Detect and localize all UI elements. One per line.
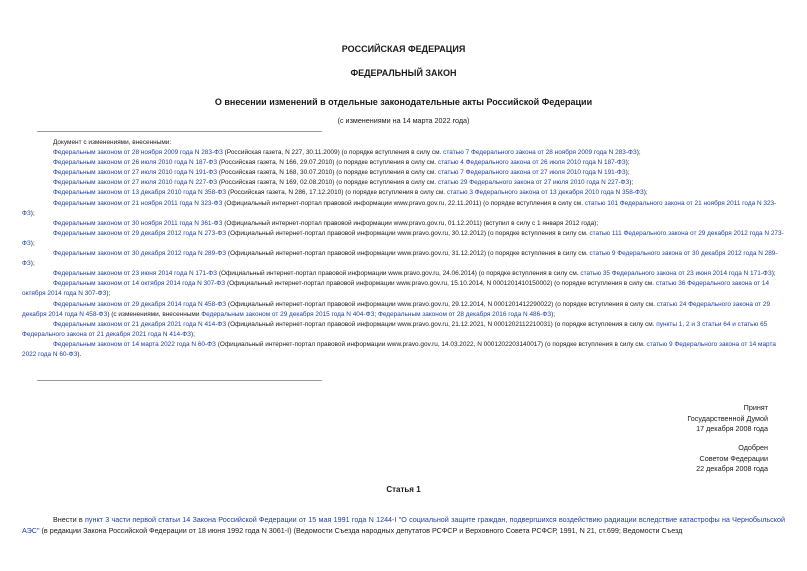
amending-law-link[interactable]: Федеральным законом от 21 ноября 2011 года N 323-ФЗ [53,199,223,207]
entry-tail: ); [636,149,641,157]
approval-date: 22 декабря 2008 года [696,464,768,474]
publication-note: (Официальный интернет-портал правовой информации www.pravo.gov.ru, 14.03.2022, N 0001202203140017) (о порядке вступления в силу см. [215,340,647,348]
amendment-entry [22,188,785,198]
publication-note: (Официальный интернет-портал правовой информации www.pravo.gov.ru, 30.12.2012) (о порядке вступления в силу см. [226,229,590,237]
amending-law-link[interactable]: Федеральным законом от 30 ноября 2011 года N 361-ФЗ [53,219,223,227]
entry-tail: ); [629,179,634,187]
amending-law-link[interactable]: Федеральным законом от 14 октября 2014 года N 307-ФЗ [53,280,226,288]
entry-into-force-link[interactable]: статью 7 Федерального закона от 27 июля 2010 года N 191-ФЗ [437,169,626,177]
amendment-entry [22,300,785,320]
amending-law-link[interactable]: Федеральным законом от 23 июня 2014 года N 171-ФЗ [53,270,218,278]
adoption-block [687,403,768,435]
publication-note: (Российская газета, N 168, 30.07.2010) (о порядке вступления в силу см. [217,169,438,177]
amendment-entry [22,178,785,188]
entry-into-force-link[interactable]: статью 4 Федерального закона от 26 июля 2010 года N 187-ФЗ [437,159,626,167]
amendment-entry [22,229,785,249]
adoption-date: 17 декабря 2008 года [696,424,768,434]
amendment-entry [22,148,785,158]
amendment-entry [22,279,785,299]
entry-tail: ); [551,310,556,318]
amending-law-link[interactable]: Федеральным законом от 28 декабря 2016 года N 486-ФЗ [377,310,552,318]
article-heading: Статья 1 [386,485,421,494]
publication-note: (Российская газета, N 169, 02.08.2010) (о порядке вступления в силу см. [217,179,438,187]
publication-note: (Официальный интернет-портал правовой информации www.pravo.gov.ru, 22.11.2011) (о порядке вступления в силу см. [222,199,585,207]
amending-law-link[interactable]: Федеральным законом от 29 декабря 2014 года N 458-ФЗ [53,300,227,308]
law-type-heading: ФЕДЕРАЛЬНЫЙ ЗАКОН [350,68,457,78]
entry-into-force-link[interactable]: пункты 1, 2 и 3 статьи 64 и статью 65 Федерального закона от 21 декабря 2021 года N 414-ФЗ [22,320,768,338]
amendment-entry [22,269,785,279]
publication-note: (Официальный интернет-портал правовой информации www.pravo.gov.ru, 01.12.2011) (вступил в силу с 1 января 2012 года); [222,219,599,227]
paragraph-start: Внести в [53,515,85,524]
entry-tail: ); [771,270,776,278]
entry-tail: ); [191,330,195,338]
entry-tail: ). [77,350,82,358]
article-body [22,514,785,536]
entry-into-force-link[interactable]: статью 35 Федерального закона от 23 июня 2014 года N 171-ФЗ [580,270,772,278]
entry-into-force-link[interactable]: статью 3 Федерального закона от 13 декабря 2010 года N 358-ФЗ [446,189,644,197]
referenced-law-link[interactable]: пункт 3 части первой статьи 14 Закона Российской Федерации от 15 мая 1991 года N 1244-I "О социальной защите граждан, подвергшихся воздействию радиации вследствие катастрофы на Чернобыльской АЭС" [22,515,785,535]
bottom-divider [37,380,322,381]
top-divider [37,131,322,132]
entry-tail: ); [30,260,35,268]
publication-note: (Официальный интернет-портал правовой информации www.pravo.gov.ru, 15.10.2014, N 0001201410150002) (о порядке вступления в силу см. [225,280,656,288]
federation-heading: РОССИЙСКАЯ ФЕДЕРАЦИЯ [341,44,466,54]
amending-law-link[interactable]: Федеральным законом от 29 декабря 2012 года N 273-ФЗ [53,229,227,237]
publication-note: (Российская газета, N 166, 29.07.2010) (о порядке вступления в силу см. [217,159,438,167]
entry-tail: ); [30,209,35,217]
entry-tail: ); [625,169,630,177]
entry-into-force-link[interactable]: статью 24 Федерального закона от 29 декабря 2014 года N 458-ФЗ [22,300,771,318]
publication-note: (Официальный интернет-портал правовой информации www.pravo.gov.ru, 24.06.2014) (о порядке вступления в силу см. [217,270,581,278]
revision-status: (с изменениями на 14 марта 2022 года) [337,116,470,125]
separator: ; [374,310,378,318]
publication-note: (Официальный интернет-портал правовой информации www.pravo.gov.ru, 31.12.2012) (о порядке вступления в силу см. [226,250,590,258]
amending-law-link[interactable]: Федеральным законом от 30 декабря 2012 года N 289-ФЗ [53,250,227,258]
amending-law-link[interactable]: Федеральным законом от 21 декабря 2021 года N 414-ФЗ [53,320,227,328]
amending-law-link[interactable]: Федеральным законом от 13 декабря 2010 года N 358-ФЗ [53,189,227,197]
article-paragraph [22,514,785,536]
entry-tail: ); [643,189,648,197]
approval-line: Одобрен [738,443,768,452]
paragraph-continuation: (в редакции Закона Российской Федерации от 18 июня 1992 года N 3061-I) (Ведомости Съезда народных депутатов РСФСР и Верховного Совета РСФСР, 1991, N 21, ст.699; Ведомости Съезд [39,526,683,535]
entry-tail: ) (с изменениями, внесенными [107,310,202,318]
entry-tail: ); [625,159,630,167]
approval-block [696,443,768,475]
law-title: О внесении изменений в отдельные законодательные акты Российской Федерации [214,97,593,107]
amendment-entry [22,219,785,229]
amending-law-link[interactable]: Федеральным законом от 14 марта 2022 года N 60-ФЗ [53,340,216,348]
amendments-intro: Документ с изменениями, внесенными: [53,139,172,146]
amendment-entry [22,168,785,178]
entry-into-force-link[interactable]: статью 9 Федерального закона от 14 марта 2022 года N 60-ФЗ [22,340,776,358]
amendment-entry [22,158,785,168]
amendment-entry [22,340,785,360]
entry-tail: ); [30,239,35,247]
publication-note: (Российская газета, N 286, 17.12.2010) (о порядке вступления в силу см. [226,189,447,197]
entry-into-force-link[interactable]: статью 9 Федерального закона от 30 декабря 2012 года N 289-ФЗ [22,250,778,268]
amending-law-link[interactable]: Федеральным законом от 26 июля 2010 года N 187-ФЗ [53,159,218,167]
adoption-line: Принят [743,403,768,412]
entry-into-force-link[interactable]: статью 111 Федерального закона от 29 декабря 2012 года N 273-ФЗ [22,229,784,247]
amending-law-link[interactable]: Федеральным законом от 27 июля 2010 года N 227-ФЗ [53,179,218,187]
amending-law-link[interactable]: Федеральным законом от 29 декабря 2015 года N 404-ФЗ [201,310,375,318]
approval-body: Советом Федерации [699,453,768,463]
entry-into-force-link[interactable]: статью 36 Федерального закона от 14 октября 2014 года N 307-ФЗ [22,280,770,298]
entry-into-force-link[interactable]: статью 101 Федерального закона от 21 ноября 2011 года N 323-ФЗ [22,199,777,217]
entry-into-force-link[interactable]: статью 29 Федерального закона от 27 июля 2010 года N 227-ФЗ [437,179,630,187]
amendment-entry [22,249,785,269]
amendment-entry [22,199,785,219]
entry-into-force-link[interactable]: статью 7 Федерального закона от 28 ноября 2009 года N 283-ФЗ [443,149,637,157]
publication-note: (Официальный интернет-портал правовой информации www.pravo.gov.ru, 29.12.2014, N 0001201412290022) (о порядке вступления в силу см. [226,300,657,308]
amendments-list [22,138,785,360]
entry-tail: ); [106,290,111,298]
adoption-body: Государственной Думой [687,413,768,423]
publication-note: (Российская газета, N 227, 30.11.2009) (о порядке вступления в силу см. [222,149,444,157]
amendment-entry [22,320,785,340]
amending-law-link[interactable]: Федеральным законом от 28 ноября 2009 года N 283-ФЗ [53,149,223,157]
publication-note: (Официальный интернет-портал правовой информации www.pravo.gov.ru, 21.12.2021, N 0001202112210031) (о порядке вступления в силу см. [226,320,657,328]
amending-law-link[interactable]: Федеральным законом от 27 июля 2010 года N 191-ФЗ [53,169,218,177]
